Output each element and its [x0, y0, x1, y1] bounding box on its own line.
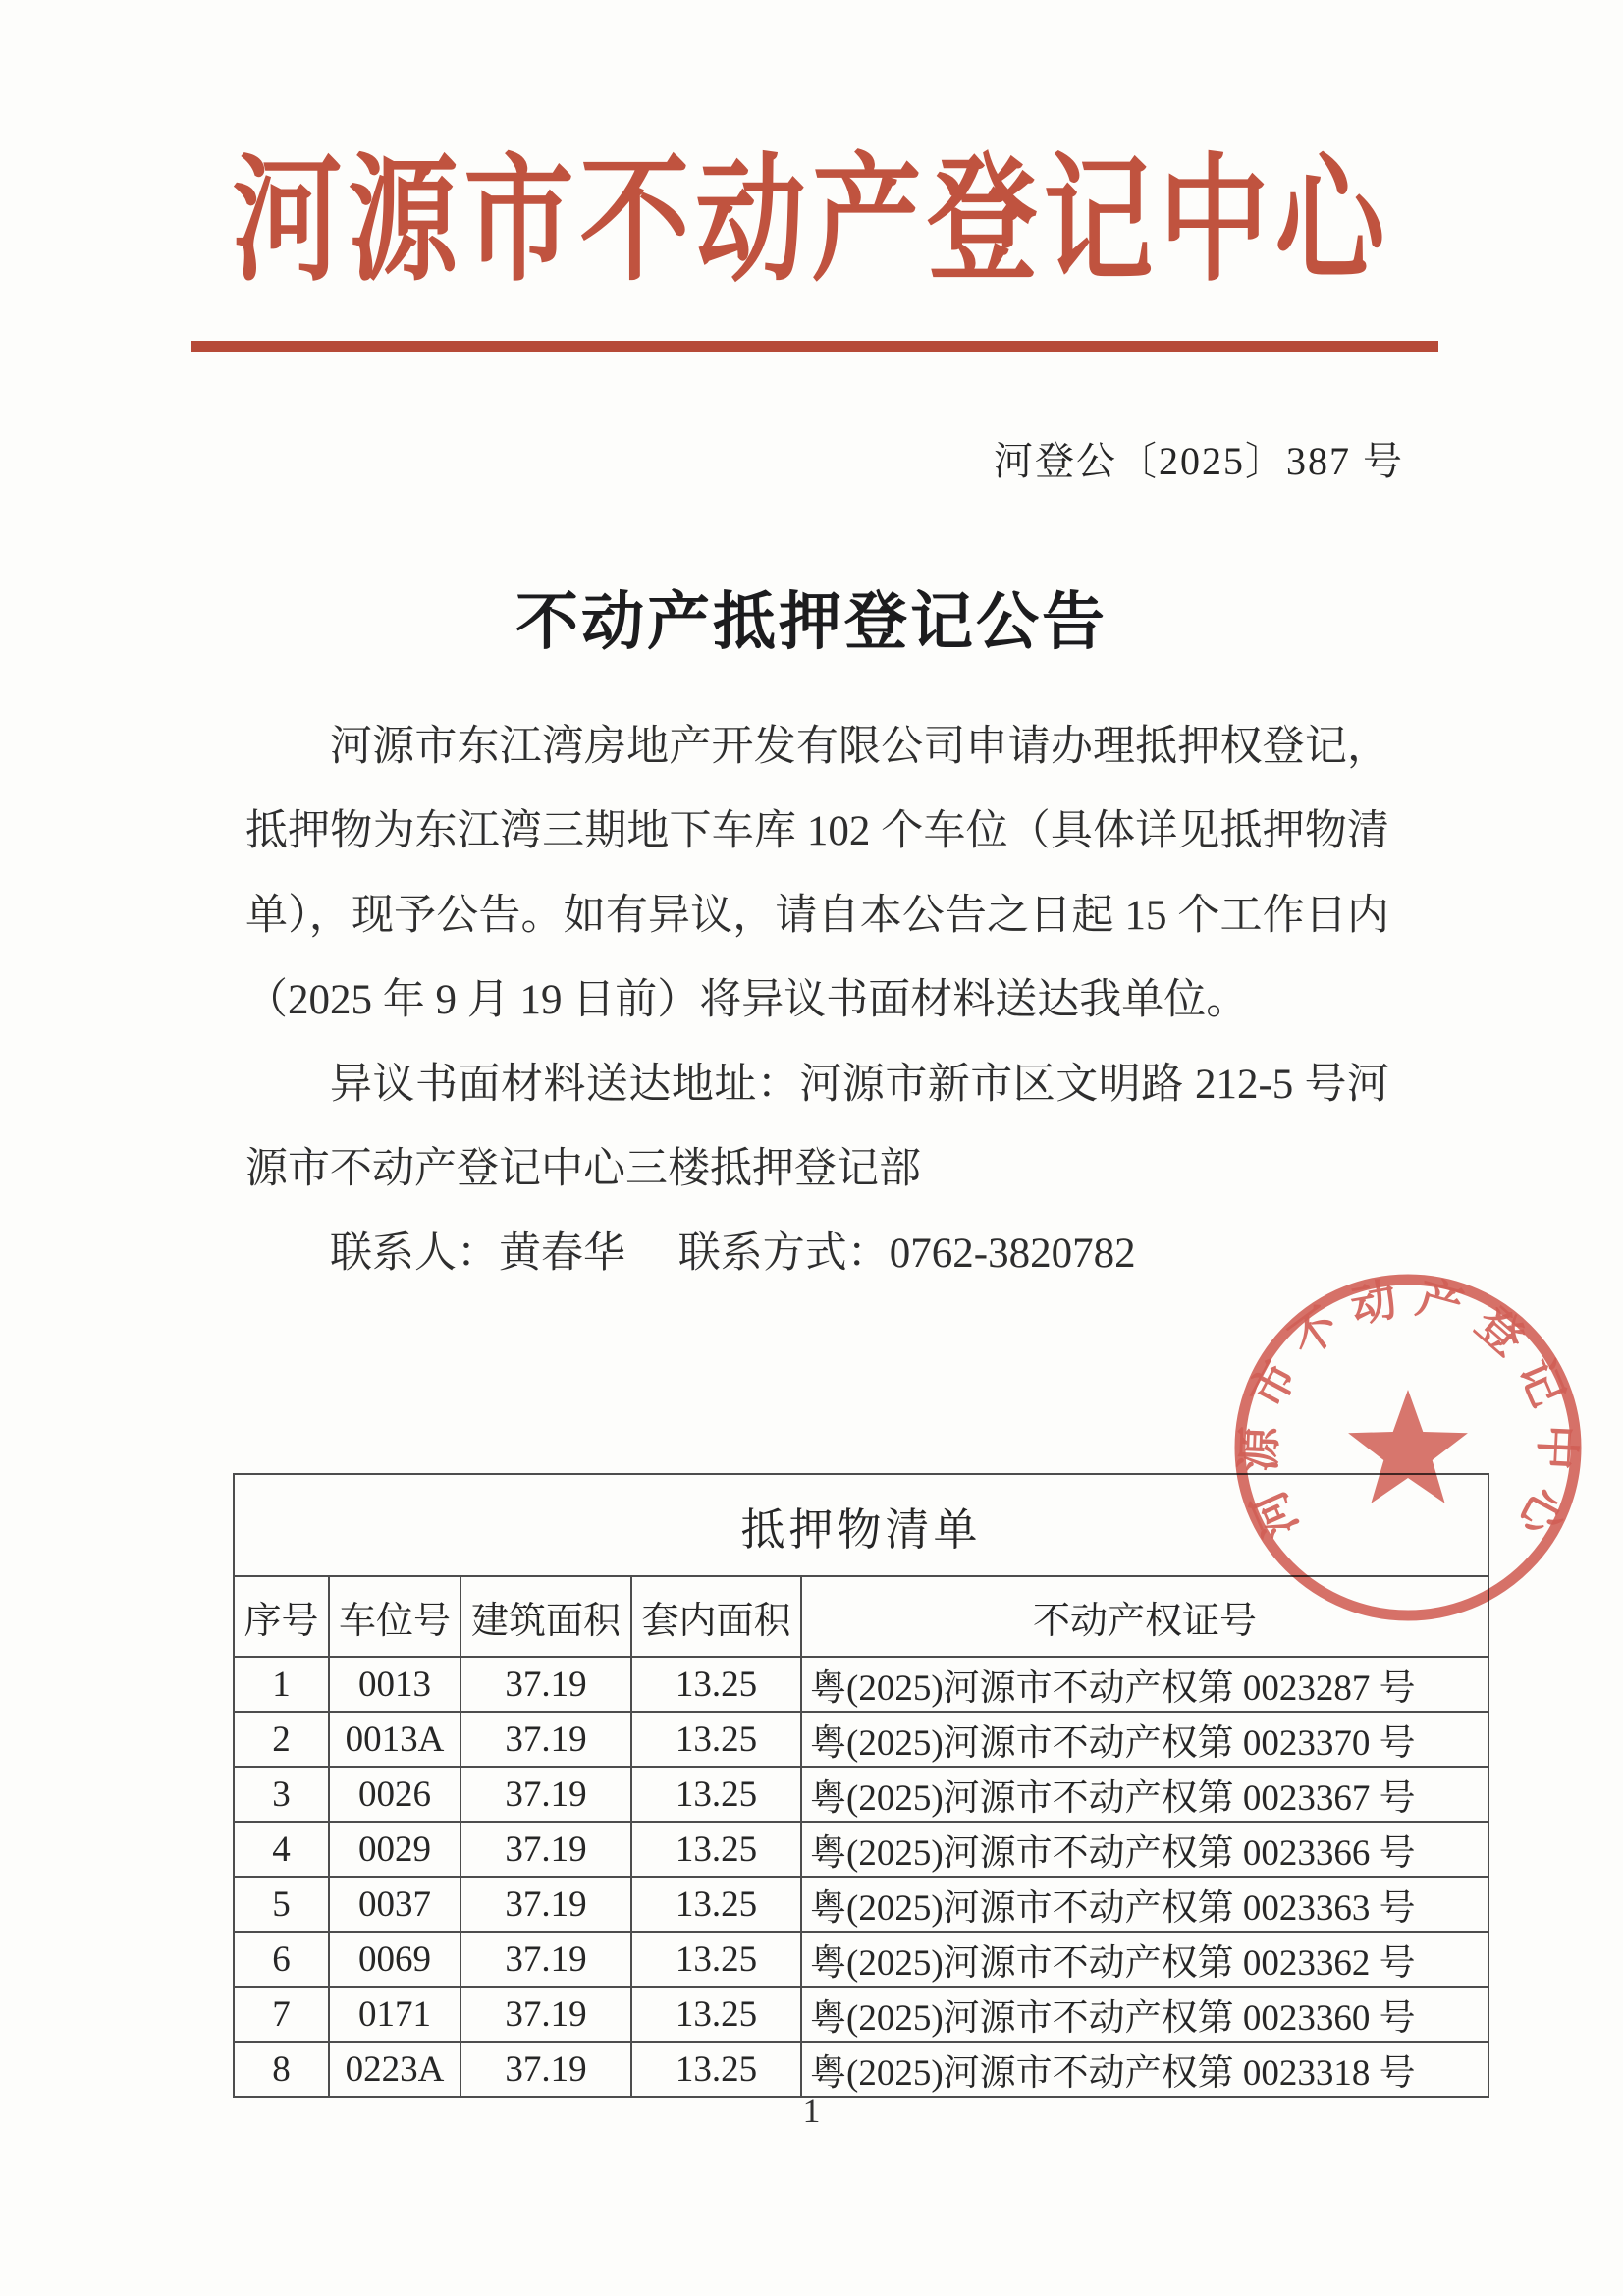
seal-text: 河源市不动产登记中心 [1233, 1271, 1583, 1558]
notice-body [245, 705, 1389, 1296]
table-row [234, 2042, 1488, 2097]
cell-build-area: 37.19 [460, 1657, 631, 1712]
cell-cert-no: 粤(2025)河源市不动产权第 0023366 号 [801, 1822, 1488, 1877]
table-title: 抵押物清单 [234, 1474, 1488, 1576]
cell-seq: 2 [234, 1712, 329, 1767]
cell-space-no: 0037 [329, 1877, 460, 1932]
cell-inner-area: 13.25 [631, 1987, 801, 2042]
table-row [234, 1987, 1488, 2042]
cell-seq: 1 [234, 1657, 329, 1712]
cell-inner-area: 13.25 [631, 2042, 801, 2097]
table-row [234, 1657, 1488, 1712]
cell-seq: 5 [234, 1877, 329, 1932]
cell-build-area: 37.19 [460, 1712, 631, 1767]
col-header-inner-area: 套内面积 [631, 1576, 801, 1657]
col-header-space-no: 车位号 [329, 1576, 460, 1657]
body-paragraph-1: 河源市东江湾房地产开发有限公司申请办理抵押权登记，抵押物为东江湾三期地下车库 102 个车位（具体详见抵押物清单），现予公告。如有异议，请自本公告之日起 15 个工作日内（2025 年 9 月 19 日前）将异议书面材料送达我单位。 [245, 724, 1389, 1023]
cell-space-no: 0013 [329, 1657, 460, 1712]
cell-space-no: 0223A [329, 2042, 460, 2097]
table-row [234, 1932, 1488, 1987]
cell-build-area: 37.19 [460, 1932, 631, 1987]
col-header-cert-no: 不动产权证号 [801, 1576, 1488, 1657]
cell-cert-no: 粤(2025)河源市不动产权第 0023363 号 [801, 1877, 1488, 1932]
cell-space-no: 0029 [329, 1822, 460, 1877]
cell-cert-no: 粤(2025)河源市不动产权第 0023367 号 [801, 1767, 1488, 1822]
cell-cert-no: 粤(2025)河源市不动产权第 0023318 号 [801, 2042, 1488, 2097]
cell-inner-area: 13.25 [631, 1877, 801, 1932]
cell-cert-no: 粤(2025)河源市不动产权第 0023362 号 [801, 1932, 1488, 1987]
notice-title: 不动产抵押登记公告 [515, 587, 1108, 657]
cell-seq: 4 [234, 1822, 329, 1877]
cell-build-area: 37.19 [460, 1987, 631, 2042]
cell-build-area: 37.19 [460, 1877, 631, 1932]
cell-cert-no: 粤(2025)河源市不动产权第 0023370 号 [801, 1712, 1488, 1767]
table-row [234, 1877, 1488, 1932]
table-row [234, 1822, 1488, 1877]
cell-inner-area: 13.25 [631, 1712, 801, 1767]
cell-seq: 7 [234, 1987, 329, 2042]
doc-number: 河登公〔2025〕387 号 [994, 439, 1404, 483]
cell-inner-area: 13.25 [631, 1932, 801, 1987]
cell-build-area: 37.19 [460, 2042, 631, 2097]
cell-space-no: 0069 [329, 1932, 460, 1987]
table-title-row [234, 1474, 1488, 1576]
cell-seq: 6 [234, 1932, 329, 1987]
table-row [234, 1767, 1488, 1822]
col-header-build-area: 建筑面积 [460, 1576, 631, 1657]
table-row [234, 1712, 1488, 1767]
page-number: 1 [802, 2091, 821, 2130]
cell-inner-area: 13.25 [631, 1822, 801, 1877]
mortgage-table [233, 1473, 1489, 2098]
table-header-row [234, 1576, 1488, 1657]
cell-seq: 8 [234, 2042, 329, 2097]
cell-space-no: 0171 [329, 1987, 460, 2042]
cell-inner-area: 13.25 [631, 1767, 801, 1822]
contact-line: 联系人：黄春华 联系方式：0762-3820782 [330, 1230, 1136, 1277]
cell-inner-area: 13.25 [631, 1657, 801, 1712]
letterhead-title: 河源市不动产登记中心 [232, 145, 1391, 299]
letterhead-divider [191, 341, 1438, 352]
cell-space-no: 0013A [329, 1712, 460, 1767]
col-header-seq: 序号 [234, 1576, 329, 1657]
body-paragraph-2: 异议书面材料送达地址：河源市新市区文明路 212-5 号河源市不动产登记中心三楼抵押登记部 [245, 1062, 1389, 1192]
cell-cert-no: 粤(2025)河源市不动产权第 0023287 号 [801, 1657, 1488, 1712]
cell-seq: 3 [234, 1767, 329, 1822]
cell-space-no: 0026 [329, 1767, 460, 1822]
cell-build-area: 37.19 [460, 1822, 631, 1877]
cell-build-area: 37.19 [460, 1767, 631, 1822]
cell-cert-no: 粤(2025)河源市不动产权第 0023360 号 [801, 1987, 1488, 2042]
